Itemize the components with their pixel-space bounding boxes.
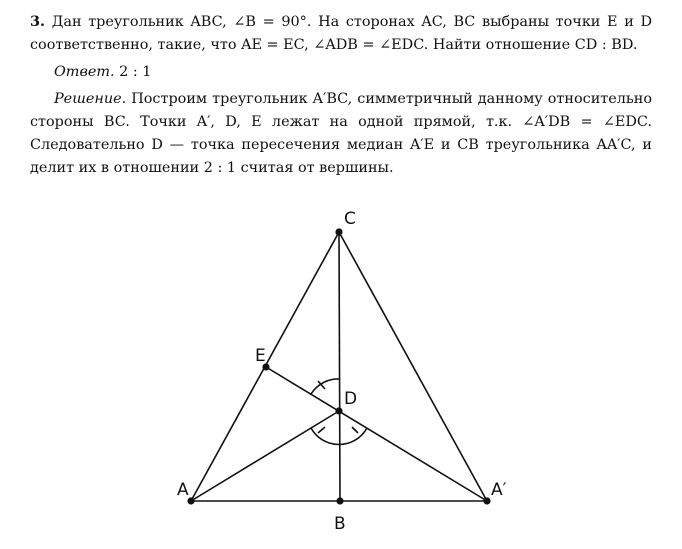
label-A-prime: A′ bbox=[491, 480, 507, 500]
point-B bbox=[336, 497, 343, 504]
point-D bbox=[335, 407, 342, 414]
label-B: B bbox=[334, 514, 346, 534]
solution-text: Построим треугольник A′BC, симметричный данному относительно стороны BC. Точки A′, D, E лежат на одной прямой, т.к. ∠A′DB = ∠EDC. Следовательно D — точка пересечения медиан A′E и CB треугольника AA′C, и делит их в отношении 2 : 1 считая от вершины. bbox=[30, 91, 652, 176]
segment-CB bbox=[339, 232, 340, 501]
answer-label: Ответ. bbox=[54, 64, 115, 80]
label-E: E bbox=[255, 346, 266, 366]
solution-label: Решение. bbox=[54, 91, 127, 107]
label-A: A bbox=[177, 480, 189, 500]
label-C: C bbox=[344, 209, 356, 229]
problem-text: Дан треугольник ABC, ∠B = 90°. На сторонах AC, BC выбраны точки E и D соответственно, такие, что AE = EC, ∠ADB = ∠EDC. Найти отношение CD : BD. bbox=[30, 14, 652, 53]
angle-tick-3 bbox=[352, 427, 358, 433]
angle-tick-2 bbox=[318, 427, 325, 433]
point-C bbox=[335, 228, 342, 235]
label-D: D bbox=[344, 389, 358, 409]
segment-CA-prime bbox=[339, 232, 487, 501]
angle-arc-EDC bbox=[311, 379, 339, 394]
answer-value: 2 : 1 bbox=[119, 64, 152, 80]
segment-AD bbox=[191, 411, 339, 501]
segment-EA-prime bbox=[266, 367, 487, 501]
point-A-prime bbox=[483, 497, 490, 504]
problem-number: 3. bbox=[30, 13, 46, 30]
